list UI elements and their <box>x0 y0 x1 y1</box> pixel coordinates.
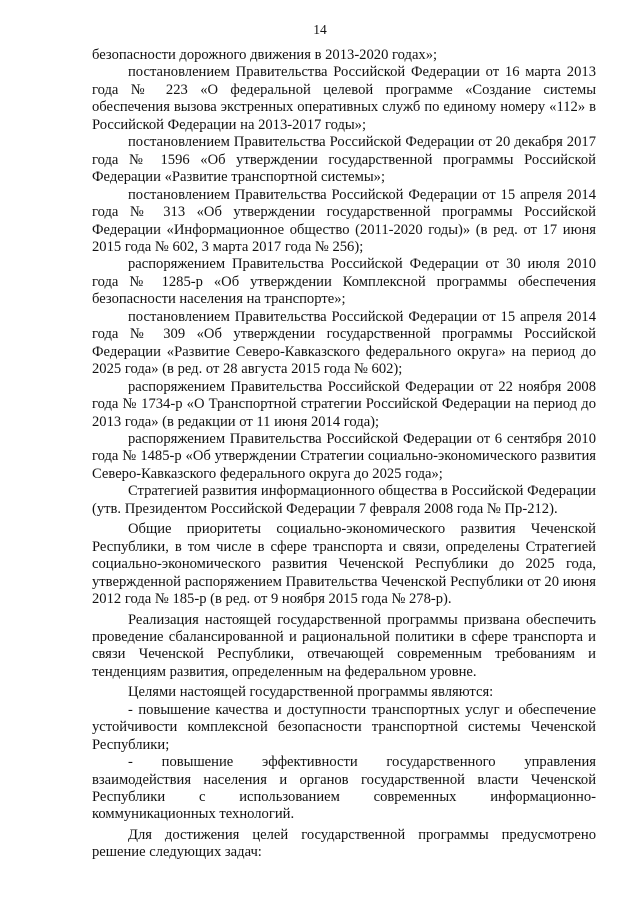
paragraph-decree-112: постановлением Правительства Российской Федерации от 16 марта 2013 года № 223 «О федеральной целевой программе «Создание системы обеспечения вызова экстренных оперативных служб по единому номеру «112» в Российской Федерации на 2013-2017 годы»; <box>92 64 596 133</box>
paragraph-tasks-intro: Для достижения целей государственной программы предусмотрено решение следующих задач: <box>92 826 596 861</box>
goal-item-transport-services: - повышение качества и доступности транспортных услуг и обеспечение устойчивости комплексной безопасности транспортной системы Чеченской Республики; <box>92 701 596 753</box>
paragraph-general-priorities: Общие приоритеты социально-экономического развития Чеченской Республики, в том числе в сфере транспорта и связи, определены Стратегией социально-экономического развития Чеченской Республики до 2025 года, утвержденной распоряжением Правительства Чеченской Республики от 20 июня 2012 года № 185-р (в ред. от 9 ноября 2015 года № 278-р). <box>92 521 596 608</box>
paragraph-order-transport-strategy: распоряжением Правительства Российской Федерации от 22 ноября 2008 года № 1734-р «О Транспортной стратегии Российской Федерации на период до 2013 года» (в редакции от 11 июня 2014 года); <box>92 378 596 430</box>
document-body <box>92 47 596 862</box>
paragraph-continuation: безопасности дорожного движения в 2013-2020 годах»; <box>92 47 438 63</box>
page-number: 14 <box>313 22 327 37</box>
paragraph-program-purpose: Реализация настоящей государственной программы призвана обеспечить проведение сбалансированной и рациональной политики в сфере транспорта и связи Чеченской Республики, отвечающей современным требованиям и тенденциям развития, определенным на федеральном уровне. <box>92 611 596 680</box>
paragraph-order-socioeconomic-strategy: распоряжением Правительства Российской Федерации от 6 сентября 2010 года № 1485-р «Об утверждении Стратегии социально-экономического развития Северо-Кавказского федерального округа до 2025 года»; <box>92 430 596 482</box>
paragraph-decree-transport: постановлением Правительства Российской Федерации от 20 декабря 2017 года № 1596 «Об утверждении государственной программы Российской Федерации «Развитие транспортной системы»; <box>92 134 596 186</box>
paragraph-goals-heading: Целями настоящей государственной программы являются: <box>128 684 494 701</box>
paragraph-order-transport-security: распоряжением Правительства Российской Федерации от 30 июля 2010 года № 1285-р «Об утверждении Комплексной программы обеспечения безопасности населения на транспорте»; <box>92 256 596 308</box>
paragraph-decree-north-caucasus: постановлением Правительства Российской Федерации от 15 апреля 2014 года № 309 «Об утверждении государственной программы Российской Федерации «Развитие Северо-Кавказского федерального округа» на период до 2025 года» (в ред. от 28 августа 2015 года № 602); <box>92 308 596 378</box>
goal-item-governance-efficiency: - повышение эффективности государственного управления взаимодействия населения и органов государственной власти Чеченской Республики с использованием современных информационно-коммуникационных технологий. <box>92 754 596 823</box>
paragraph-decree-information-society: постановлением Правительства Российской Федерации от 15 апреля 2014 года № 313 «Об утверждении государственной программы Российской Федерации «Информационное общество (2011-2020 годы)» (в ред. от 17 июня 2015 года № 602, 3 марта 2017 года № 256); <box>92 186 596 255</box>
paragraph-information-society-strategy: Стратегией развития информационного общества в Российской Федерации (утв. Президентом Российской Федерации 7 февраля 2008 года № Пр-212). <box>92 483 596 517</box>
